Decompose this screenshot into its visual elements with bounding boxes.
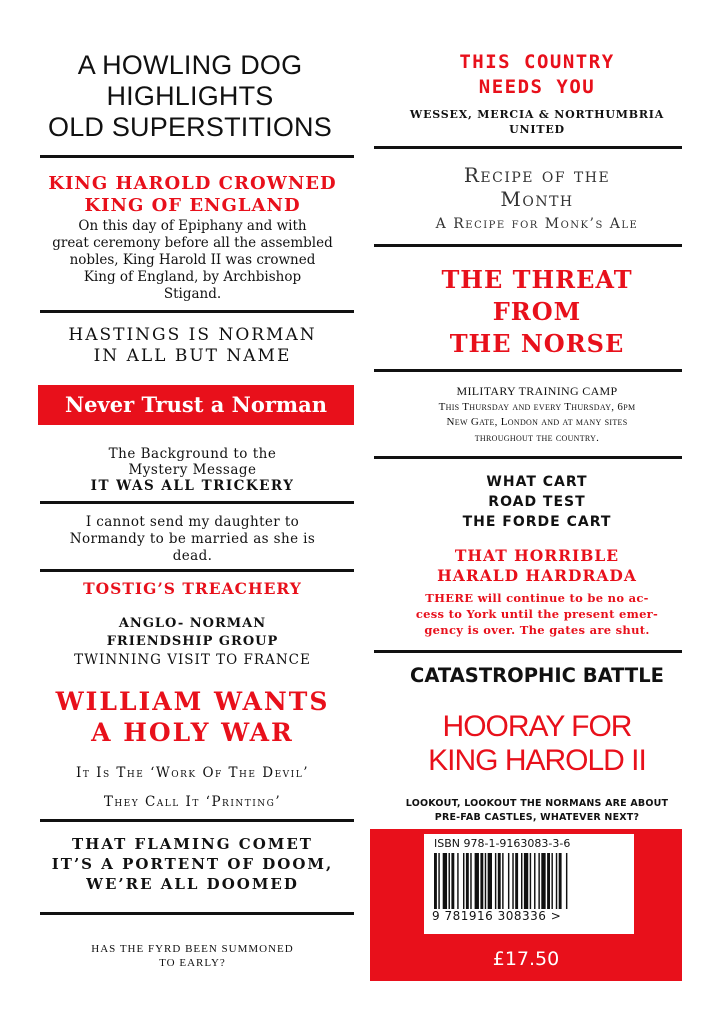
barcode-bar [488, 853, 492, 909]
barcode-bar [538, 853, 539, 909]
hardrada-headline: THAT HORRIBLE HARALD HARDRADA [437, 546, 637, 585]
forde-cart-headline: WHAT CART ROAD TEST THE FORDE CART [462, 474, 612, 530]
howling-dog-headline: A HOWLING DOG HIGHLIGHTS OLD SUPERSTITIONS [48, 50, 332, 142]
barcode-bar [438, 853, 439, 909]
never-trust-banner: Never Trust a Norman [38, 385, 354, 425]
divider [40, 310, 354, 313]
barcode-bar [551, 853, 552, 909]
country-needs-you-headline: THIS COUNTRY NEEDS YOU [459, 51, 615, 98]
barcode-bar [463, 853, 464, 909]
divider [374, 244, 682, 247]
wessex-united-subhead: WESSEX, MERCIA & NORTHUMBRIA UNITED [409, 108, 665, 136]
barcode-bar [480, 853, 483, 909]
barcode-bar [470, 853, 471, 909]
barcode-bar [495, 853, 496, 909]
harold-crowned-headline: KING HAROLD CROWNED KING OF ENGLAND [48, 173, 337, 216]
barcode-bar [475, 853, 479, 909]
barcode-bar [556, 853, 557, 909]
barcode-bar [443, 853, 447, 909]
catastrophic-battle-headline: CATASTROPHIC BATTLE [410, 664, 664, 687]
barcode-bar [530, 853, 531, 909]
barcode-bar [451, 853, 454, 909]
barcode-digits: 9 781916 308336 > [432, 909, 562, 923]
tostig-headline: TOSTIG’S TREACHERY [83, 579, 302, 598]
barcode-bar [449, 853, 450, 909]
barcode-bar [559, 853, 562, 909]
barcode-bar [524, 853, 528, 909]
divider [40, 501, 354, 504]
norse-threat-headline: THE THREAT FROM THE NORSE [441, 265, 633, 358]
mystery-message-article: The Background to the Mystery Message IT WAS ALL TRICKERY [40, 446, 345, 494]
barcode-bar [521, 853, 522, 909]
barcode-bar [512, 853, 513, 909]
barcode-bar [566, 853, 567, 909]
divider [374, 456, 682, 459]
barcode-bar [498, 853, 501, 909]
divider [40, 819, 354, 822]
fyrd-question: HAS THE FYRD BEEN SUMMONED TO EARLY? [91, 943, 294, 969]
barcode-bars [434, 853, 608, 909]
barcode-bar [502, 853, 503, 909]
monks-ale-subhead: A Recipe for Monk’s Ale [435, 216, 639, 232]
barcode-bar [457, 853, 458, 909]
barcode-bar [466, 853, 469, 909]
daughter-article: I cannot send my daughter to Normandy to be married as she is dead. [69, 514, 316, 564]
divider [40, 912, 354, 915]
divider [374, 650, 682, 653]
barcode-bar [485, 853, 486, 909]
recipe-headline: Recipe of the Month [463, 163, 611, 211]
york-access-notice: THERE will continue to be no ac- cess to York until the present emer- gency is over. The gates are shut. [415, 591, 659, 637]
divider [40, 155, 354, 158]
barcode-bar [547, 853, 550, 909]
hooray-headline: HOORAY FOR KING HAROLD II [428, 710, 646, 777]
harold-crowned-article: On this day of Epiphany and with great ceremony before all the assembled nobles, King Harold II was crowned King of England, by Archbishop Stigand. [52, 218, 333, 302]
divider [374, 369, 682, 372]
isbn-label: ISBN 978-1-9163083-3-6 [434, 837, 571, 850]
william-holy-war-headline: WILLIAM WANTS A HOLY WAR [55, 687, 330, 747]
price-label: £17.50 [492, 948, 560, 970]
lookout-notice: LOOKOUT, LOOKOUT THE NORMANS ARE ABOUT PRE-FAB CASTLES, WHATEVER NEXT? [405, 798, 669, 823]
comet-headline: THAT FLAMING COMET IT’S A PORTENT OF DOOM, WE’RE ALL DOOMED [51, 835, 334, 893]
military-camp-notice: MILITARY TRAINING CAMP This Thursday and every Thursday, 6pm New Gate, London and at many sites throughout the country. [438, 384, 636, 444]
barcode-bar [541, 853, 545, 909]
divider [40, 569, 354, 572]
printing-line: They Call It ‘Printing’ [103, 794, 282, 810]
hastings-headline: HASTINGS IS NORMAN IN ALL BUT NAME [68, 325, 317, 366]
barcode-bar [508, 853, 509, 909]
barcode-bar [434, 853, 437, 909]
work-of-devil-line: It Is The ‘Work Of The Devil’ [75, 765, 309, 781]
barcode-bar [515, 853, 518, 909]
divider [374, 146, 682, 149]
trickery-headline: IT WAS ALL TRICKERY [90, 478, 295, 494]
barcode-bar [534, 853, 535, 909]
anglo-norman-notice: ANGLO- NORMAN FRIENDSHIP GROUP TWINNING VISIT TO FRANCE [74, 616, 311, 668]
